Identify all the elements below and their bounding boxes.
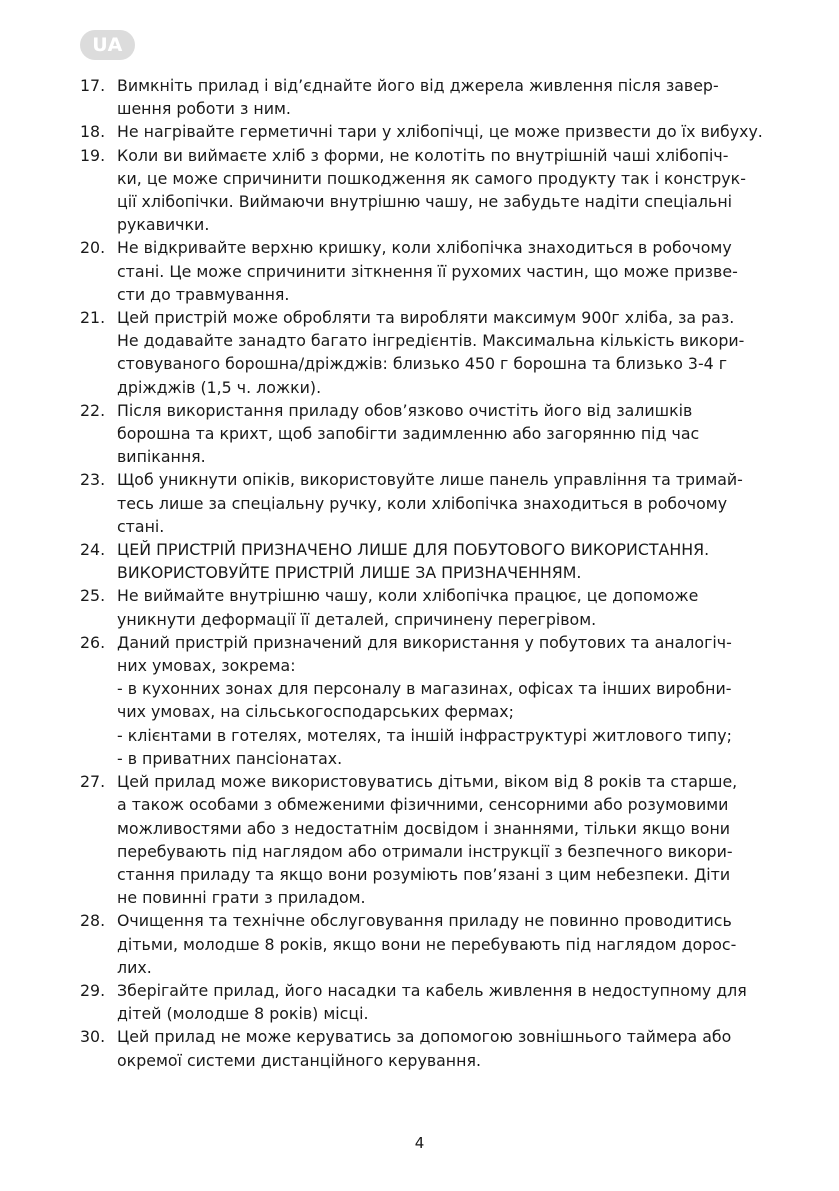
list-item-number: 26. (80, 632, 106, 652)
text-line: уникнути деформації її деталей, спричинену перегрівом. (117, 609, 597, 629)
list-item (80, 631, 785, 770)
text-line: Не відкривайте верхню кришку, коли хлібопічка знаходиться в робочому (117, 238, 732, 258)
text-line: - в приватних пансіонатах. (117, 748, 343, 768)
text-line: рукавички. (117, 215, 210, 235)
list-item-number: 23. (80, 470, 106, 490)
text-line: них умовах, зокрема: (117, 656, 296, 676)
list-item-number: 18. (80, 122, 106, 142)
text-line: Очищення та технічне обслуговування приладу не повинно проводитись (117, 911, 732, 931)
list-item (80, 74, 785, 120)
list-item-number: 24. (80, 540, 106, 560)
text-line: Цей прилад може використовуватись дітьми, віком від 8 років та старше, (117, 772, 738, 792)
list-item (80, 979, 785, 1025)
text-line: Цей прилад не може керуватись за допомогою зовнішнього таймера або (117, 1027, 732, 1047)
language-badge: UA (80, 30, 135, 60)
list-item-text (117, 468, 785, 538)
text-line: Після використання приладу обов’язково очистіть його від залишків (117, 400, 693, 420)
list-item-text (117, 1025, 785, 1071)
text-line: Вимкніть прилад і від’єднайте його від джерела живлення після завер- (117, 76, 719, 95)
safety-instructions-list (80, 74, 785, 1072)
list-item-number: 29. (80, 980, 106, 1000)
list-item (80, 468, 785, 538)
text-line: Не виймайте внутрішню чашу, коли хлібопічка працює, це допоможе (117, 586, 699, 606)
list-item-text (117, 979, 785, 1025)
text-line: Щоб уникнути опіків, використовуйте лише панель управління та тримай- (117, 470, 743, 490)
list-item-text (117, 631, 785, 770)
text-line: - клієнтами в готелях, мотелях, та іншій інфраструктурі житлового типу; (117, 725, 732, 745)
text-line: лих. (117, 957, 152, 977)
list-item (80, 909, 785, 979)
text-line: стані. (117, 516, 165, 536)
text-line: перебувають під наглядом або отримали інструкції з безпечного викори- (117, 841, 733, 861)
list-item-text (117, 538, 785, 584)
list-item-number: 25. (80, 586, 106, 606)
text-line: ЦЕЙ ПРИСТРІЙ ПРИЗНАЧЕНО ЛИШЕ ДЛЯ ПОБУТОВОГО ВИКОРИСТАННЯ. (117, 540, 710, 560)
text-line: дітей (молодше 8 років) місці. (117, 1004, 369, 1024)
text-line: тесь лише за спеціальну ручку, коли хлібопічка знаходиться в робочому (117, 493, 728, 513)
list-item-number: 20. (80, 238, 106, 258)
list-item-text (117, 584, 785, 630)
list-item (80, 399, 785, 469)
list-item (80, 236, 785, 306)
text-line: дітьми, молодше 8 років, якщо вони не перебувають під наглядом дорос- (117, 934, 737, 954)
list-item-text (117, 399, 785, 469)
list-item-number: 21. (80, 308, 106, 328)
text-line: не повинні грати з приладом. (117, 888, 366, 908)
text-line: а також особами з обмеженими фізичними, сенсорними або розумовими (117, 795, 729, 815)
list-item-text (117, 144, 785, 237)
list-item-text (117, 770, 785, 909)
list-item-number: 28. (80, 911, 106, 931)
list-item-text (117, 236, 785, 306)
text-line: Не додавайте занадто багато інгредієнтів. Максимальна кількість викори- (117, 331, 745, 351)
list-item-text (117, 74, 785, 120)
text-line: ВИКОРИСТОВУЙТЕ ПРИСТРІЙ ЛИШЕ ЗА ПРИЗНАЧЕННЯМ. (117, 563, 582, 583)
text-line: стані. Це може спричинити зіткнення її рухомих частин, що може призве- (117, 261, 738, 281)
text-line: сти до травмування. (117, 284, 290, 304)
text-line: стання приладу та якщо вони розуміють пов’язані з цим небезпеки. Діти (117, 864, 731, 884)
text-line: можливостями або з недостатнім досвідом і знаннями, тільки якщо вони (117, 818, 731, 838)
text-line: шення роботи з ним. (117, 99, 291, 119)
list-item (80, 120, 785, 143)
list-item (80, 538, 785, 584)
list-item (80, 144, 785, 237)
list-item (80, 770, 785, 909)
list-item-text (117, 909, 785, 979)
list-item (80, 584, 785, 630)
text-line: Коли ви виймаєте хліб з форми, не колотіть по внутрішній чаші хлібопіч- (117, 145, 729, 165)
list-item-number: 19. (80, 145, 106, 165)
list-item-number: 17. (80, 76, 106, 95)
text-line: Зберігайте прилад, його насадки та кабель живлення в недоступному для (117, 980, 747, 1000)
text-line: окремої системи дистанційного керування. (117, 1050, 481, 1070)
text-line: чих умовах, на сільськогосподарських фермах; (117, 702, 514, 722)
list-item (80, 1025, 785, 1071)
text-line: Не нагрівайте герметичні тари у хлібопічці, це може призвести до їх вибуху. (117, 122, 763, 142)
list-item-text (117, 120, 785, 143)
list-item-number: 22. (80, 400, 106, 420)
list-item-number: 30. (80, 1027, 106, 1047)
text-line: ки, це може спричинити пошкодження як самого продукту так і конструк- (117, 168, 746, 188)
list-item (80, 306, 785, 399)
text-line: дріжджів (1,5 ч. ложки). (117, 377, 322, 397)
text-line: випікання. (117, 447, 206, 467)
text-line: - в кухонних зонах для персоналу в магазинах, офісах та інших виробни- (117, 679, 732, 699)
text-line: Цей пристрій може обробляти та виробляти максимум 900г хліба, за раз. (117, 308, 735, 328)
text-line: Даний пристрій призначений для використання у побутових та аналогіч- (117, 632, 732, 652)
text-line: стовуваного борошна/дріжджів: близько 450 г борошна та близько 3-4 г (117, 354, 728, 374)
text-line: ції хлібопічки. Виймаючи внутрішню чашу, не забудьте надіти спеціальні (117, 192, 733, 212)
text-line: борошна та крихт, щоб запобігти задимленню або загорянню під час (117, 424, 700, 444)
page-number: 4 (414, 1134, 425, 1152)
list-item-number: 27. (80, 772, 106, 792)
list-item-text (117, 306, 785, 399)
